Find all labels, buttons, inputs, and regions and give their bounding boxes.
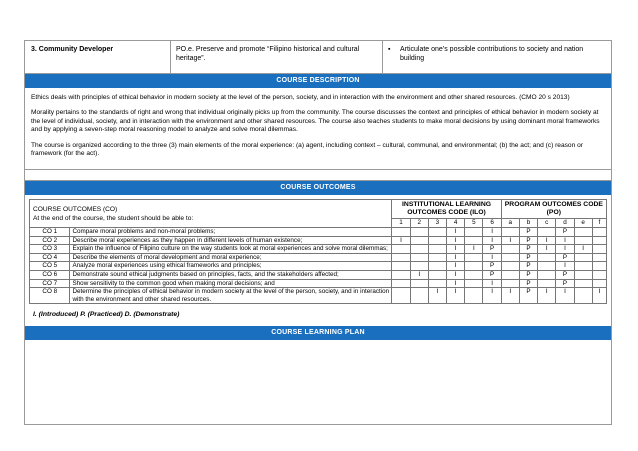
outcome-mapping-row (25, 41, 611, 74)
outcomes-intro-cell (30, 200, 392, 228)
outcome-text: Analyze moral experiences using ethical frameworks and principles; (70, 262, 392, 271)
outcome-mark (592, 262, 606, 271)
outcome-mark (538, 228, 556, 237)
table-row (30, 245, 607, 254)
outcome-code: CO 6 (30, 271, 70, 280)
outcome-mark: P (519, 271, 537, 280)
outcome-text: Describe moral experiences as they happen in different levels of human existence; (70, 236, 392, 245)
outcome-mark (465, 279, 483, 288)
outcome-mark (428, 279, 446, 288)
outcome-mark (501, 228, 519, 237)
course-description-body (25, 88, 611, 170)
outcome-mark (574, 253, 592, 262)
outcome-mark (501, 253, 519, 262)
outcome-mark: I (538, 288, 556, 304)
outcome-code: CO 8 (30, 288, 70, 304)
outcome-code: CO 7 (30, 279, 70, 288)
outcome-mark (465, 236, 483, 245)
po-col-header: a (501, 219, 519, 228)
outcome-mark (392, 245, 410, 254)
outcome-mark: P (483, 271, 501, 280)
po-col-header: e (574, 219, 592, 228)
outcome-mark: P (519, 253, 537, 262)
outcome-mark (428, 245, 446, 254)
outcome-mark (592, 236, 606, 245)
outcome-mark: I (447, 279, 465, 288)
outcome-mark: P (556, 228, 574, 237)
outcome-mark: I (392, 236, 410, 245)
outcome-mark: I (538, 236, 556, 245)
outcome-mark: P (556, 279, 574, 288)
ilo-text: Articulate one’s possible contributions to society and nation building (400, 46, 584, 62)
outcome-mark (538, 253, 556, 262)
table-row (30, 288, 607, 304)
outcome-text: Demonstrate sound ethical judgments based on principles, facts, and the stakeholders affected; (70, 271, 392, 280)
table-row (30, 262, 607, 271)
outcome-mark (501, 245, 519, 254)
outcome-code: CO 4 (30, 253, 70, 262)
table-row (30, 271, 607, 280)
course-outcomes-heading: COURSE OUTCOMES (25, 181, 611, 195)
outcome-mark: P (519, 288, 537, 304)
outcome-mark (592, 253, 606, 262)
outcome-mark: I (556, 245, 574, 254)
outcome-text: Show sensitivity to the common good when making moral decisions; and (70, 279, 392, 288)
outcome-mark (574, 236, 592, 245)
outcome-mark: I (447, 245, 465, 254)
outcome-mark (574, 279, 592, 288)
outcome-mark: I (483, 288, 501, 304)
outcome-mark (410, 253, 428, 262)
outcome-mark: I (447, 228, 465, 237)
outcome-mark (428, 228, 446, 237)
outcome-mark: I (410, 271, 428, 280)
description-paragraph: Ethics deals with principles of ethical behavior in modern society at the level of the person, society, and in interaction with the environment and other shared resources. (CMO 20 s 2013) (31, 94, 570, 101)
outcome-mark (392, 228, 410, 237)
outcome-mark: I (465, 245, 483, 254)
outcome-text: Explain the influence of Filipino culture on the way students look at moral experiences and solve moral dilemmas; (70, 245, 392, 254)
course-learning-plan-heading: COURSE LEARNING PLAN (25, 326, 611, 340)
outcome-text: Describe the elements of moral development and moral experience; (70, 253, 392, 262)
table-row (30, 279, 607, 288)
syllabus-page (24, 40, 612, 425)
description-paragraph: Morality pertains to the standards of right and wrong that individual originally picks up from the community. The course discusses the context and principles of ethical behavior in modern society at the level of individual, society, and in interaction with the environment and other shared resources. The course also teaches students to make moral decisions by using dominant moral frameworks and by applying a seven-step moral reasoning model to analyze and solve moral dilemmas. (31, 109, 600, 134)
description-paragraph: The course is organized according to the three (3) main elements of the moral experience: (a) agent, including context – cultural, communal, and environmental; (b) the act; and (c) reason or framework (for the act). (31, 141, 583, 158)
ilo-cell (383, 41, 611, 73)
outcome-code: CO 3 (30, 245, 70, 254)
outcome-mark (392, 279, 410, 288)
legend-text: I. (Introduced) P. (Practiced) D. (Demonstrate) (33, 311, 180, 319)
outcome-mark (538, 262, 556, 271)
outcome-mark: P (519, 228, 537, 237)
ilo-col-header: 3 (428, 219, 446, 228)
outcome-mark: I (483, 236, 501, 245)
outcome-mark (410, 228, 428, 237)
outcome-mark: I (483, 228, 501, 237)
outcome-mark (410, 288, 428, 304)
outcomes-intro-title: COURSE OUTCOMES (CO) (33, 205, 118, 213)
outcome-mark: P (483, 245, 501, 254)
po-col-header: d (556, 219, 574, 228)
outcome-mark: P (519, 279, 537, 288)
outcome-mark (410, 245, 428, 254)
outcome-mark (501, 271, 519, 280)
outcome-mark: I (556, 236, 574, 245)
outcome-mark: P (556, 271, 574, 280)
outcome-mark (465, 262, 483, 271)
graduate-attribute-cell: 3. Community Developer (25, 41, 171, 73)
outcome-mark: I (592, 288, 606, 304)
course-description-heading: COURSE DESCRIPTION (25, 74, 611, 88)
outcome-mark (410, 262, 428, 271)
outcome-mark (428, 262, 446, 271)
outcome-mark (392, 271, 410, 280)
outcome-code: CO 5 (30, 262, 70, 271)
po-col-header: b (519, 219, 537, 228)
outcome-mark (592, 271, 606, 280)
table-row (30, 236, 607, 245)
outcome-mark: I (483, 253, 501, 262)
ilo-header: INSTITUTIONAL LEARNING OUTCOMES CODE (ILO) (392, 200, 501, 219)
outcome-mark (538, 271, 556, 280)
table-row (30, 253, 607, 262)
outcome-mark (574, 288, 592, 304)
outcome-mark (428, 236, 446, 245)
outcome-mark (410, 236, 428, 245)
outcome-mark: I (556, 262, 574, 271)
outcomes-intro-subtitle: At the end of the course, the student should be able to: (33, 214, 194, 222)
outcome-mark (574, 262, 592, 271)
outcome-mark (392, 253, 410, 262)
outcome-mark (465, 271, 483, 280)
outcome-mark: I (483, 279, 501, 288)
ilo-col-header: 1 (392, 219, 410, 228)
outcome-mark: I (447, 271, 465, 280)
outcome-mark (465, 228, 483, 237)
table-row (30, 228, 607, 237)
outcome-mark: I (447, 288, 465, 304)
outcome-mark: I (447, 253, 465, 262)
outcome-mark: I (556, 288, 574, 304)
outcome-mark: P (556, 253, 574, 262)
outcome-code: CO 2 (30, 236, 70, 245)
outcome-mark (428, 271, 446, 280)
outcome-mark (574, 271, 592, 280)
ilo-col-header: 4 (447, 219, 465, 228)
outcome-mark: I (574, 245, 592, 254)
outcome-mark: I (538, 245, 556, 254)
outcome-mark (501, 262, 519, 271)
bullet-icon: ▪ (388, 46, 391, 53)
outcome-mark: P (519, 236, 537, 245)
outcome-mark: P (519, 245, 537, 254)
outcome-mark (428, 253, 446, 262)
ilo-col-header: 5 (465, 219, 483, 228)
outcome-mark (592, 245, 606, 254)
ilo-col-header: 2 (410, 219, 428, 228)
po-col-header: f (592, 219, 606, 228)
outcome-mark (465, 253, 483, 262)
outcome-mark (538, 279, 556, 288)
ilo-col-header: 6 (483, 219, 501, 228)
outcome-mark: P (483, 262, 501, 271)
program-outcome-cell: PO.e. Preserve and promote “Filipino historical and cultural heritage”. (171, 41, 383, 73)
outcome-mark: I (428, 288, 446, 304)
outcome-mark (592, 228, 606, 237)
outcome-mark (410, 279, 428, 288)
outcome-mark: I (447, 236, 465, 245)
outcome-text: Determine the principles of ethical behavior in modern society at the level of the person, society, and in interaction with the environment and other shared resources. (70, 288, 392, 304)
outcome-mark: I (501, 288, 519, 304)
course-outcomes-table (29, 199, 607, 304)
outcome-mark: I (447, 262, 465, 271)
outcome-mark (501, 279, 519, 288)
outcome-text: Compare moral problems and non-moral problems; (70, 228, 392, 237)
outcome-mark: I (501, 236, 519, 245)
po-col-header: c (538, 219, 556, 228)
po-header: PROGRAM OUTCOMES CODE (PO) (501, 200, 606, 219)
outcome-mark (465, 288, 483, 304)
outcome-mark (392, 288, 410, 304)
outcome-mark (392, 262, 410, 271)
outcome-code: CO 1 (30, 228, 70, 237)
outcome-mark (592, 279, 606, 288)
outcome-mark (574, 228, 592, 237)
section-spacer (25, 170, 611, 181)
outcome-mark: P (519, 262, 537, 271)
